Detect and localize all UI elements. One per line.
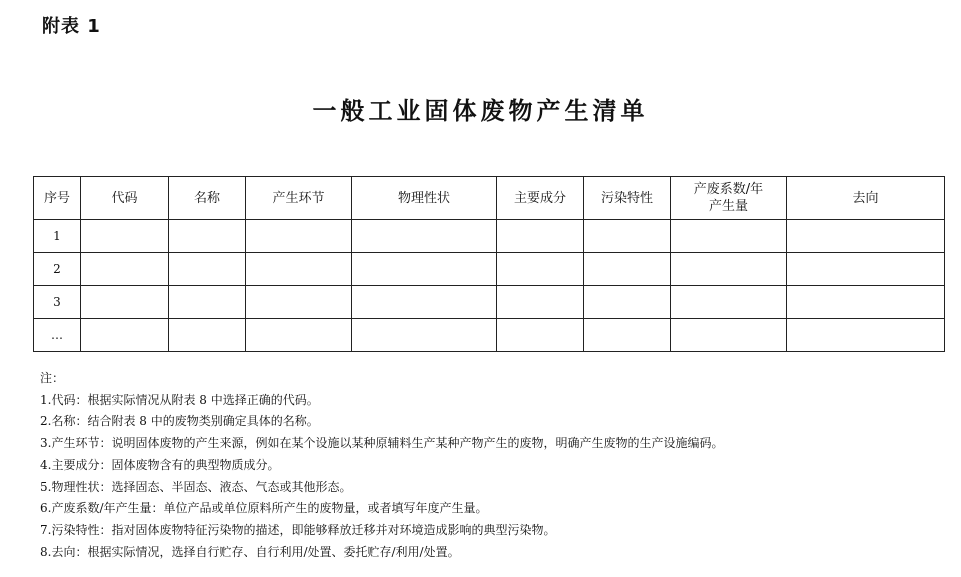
row-number: 2 xyxy=(34,253,81,286)
name-cell[interactable] xyxy=(169,319,246,352)
stage-cell[interactable] xyxy=(246,220,352,253)
notes-section xyxy=(40,368,940,563)
notes-heading: 注： xyxy=(40,371,65,385)
row-number: 1 xyxy=(34,220,81,253)
table-row xyxy=(34,220,945,253)
pollution-traits-cell[interactable] xyxy=(584,319,671,352)
column-header-generation-amount: 产废系数/年产生量 xyxy=(671,177,787,220)
main-components-cell[interactable] xyxy=(497,253,584,286)
note-item: 5.物理性状：选择固态、半固态、液态、气态或其他形态。 xyxy=(40,479,352,494)
name-cell[interactable] xyxy=(169,253,246,286)
pollution-traits-cell[interactable] xyxy=(584,220,671,253)
physical-state-cell[interactable] xyxy=(352,319,497,352)
note-item: 7.污染特性：指对固体废物特征污染物的描述，即能够释放迁移并对环境造成影响的典型污染物。 xyxy=(40,522,556,537)
main-components-cell[interactable] xyxy=(497,319,584,352)
code-cell[interactable] xyxy=(81,253,169,286)
pollution-traits-cell[interactable] xyxy=(584,286,671,319)
note-item: 2.名称：结合附表 8 中的废物类别确定具体的名称。 xyxy=(40,414,319,429)
note-item: 4.主要成分：固体废物含有的典型物质成分。 xyxy=(40,457,280,472)
column-header-code: 代码 xyxy=(81,177,169,220)
code-cell[interactable] xyxy=(81,286,169,319)
appendix-label: 附表 1 xyxy=(42,16,101,37)
column-header-physical-state: 物理性状 xyxy=(352,177,497,220)
stage-cell[interactable] xyxy=(246,319,352,352)
column-header-destination: 去向 xyxy=(787,177,945,220)
column-header-name: 名称 xyxy=(169,177,246,220)
page-title: 一般工业固体废物产生清单 xyxy=(312,97,649,125)
physical-state-cell[interactable] xyxy=(352,253,497,286)
pollution-traits-cell[interactable] xyxy=(584,253,671,286)
generation-amount-cell[interactable] xyxy=(671,319,787,352)
stage-cell[interactable] xyxy=(246,253,352,286)
code-cell[interactable] xyxy=(81,319,169,352)
main-components-cell[interactable] xyxy=(497,286,584,319)
note-item: 6.产废系数/年产生量：单位产品或单位原料所产生的废物量，或者填写年度产生量。 xyxy=(40,501,488,516)
table-row xyxy=(34,286,945,319)
destination-cell[interactable] xyxy=(787,286,945,319)
generation-amount-cell[interactable] xyxy=(671,253,787,286)
physical-state-cell[interactable] xyxy=(352,220,497,253)
code-cell[interactable] xyxy=(81,220,169,253)
table-row xyxy=(34,253,945,286)
note-item: 3.产生环节：说明固体废物的产生来源，例如在某个设施以某种原辅料生产某种产物产生的废物，明确产生废物的生产设施编码。 xyxy=(40,436,724,451)
note-item: 1.代码：根据实际情况从附表 8 中选择正确的代码。 xyxy=(40,392,319,407)
destination-cell[interactable] xyxy=(787,220,945,253)
main-components-cell[interactable] xyxy=(497,220,584,253)
name-cell[interactable] xyxy=(169,286,246,319)
stage-cell[interactable] xyxy=(246,286,352,319)
row-number: 3 xyxy=(34,286,81,319)
generation-amount-cell[interactable] xyxy=(671,286,787,319)
column-header-pollution-traits: 污染特性 xyxy=(584,177,671,220)
destination-cell[interactable] xyxy=(787,253,945,286)
table-row xyxy=(34,319,945,352)
row-number: … xyxy=(34,319,81,352)
column-header-stage: 产生环节 xyxy=(246,177,352,220)
note-item: 8.去向：根据实际情况，选择自行贮存、自行利用/处置、委托贮存/利用/处置。 xyxy=(40,544,460,559)
table-header-row xyxy=(34,177,945,220)
name-cell[interactable] xyxy=(169,220,246,253)
physical-state-cell[interactable] xyxy=(352,286,497,319)
destination-cell[interactable] xyxy=(787,319,945,352)
generation-amount-cell[interactable] xyxy=(671,220,787,253)
column-header-main-components: 主要成分 xyxy=(497,177,584,220)
column-header-seq: 序号 xyxy=(34,177,81,220)
waste-list-table xyxy=(33,176,945,352)
